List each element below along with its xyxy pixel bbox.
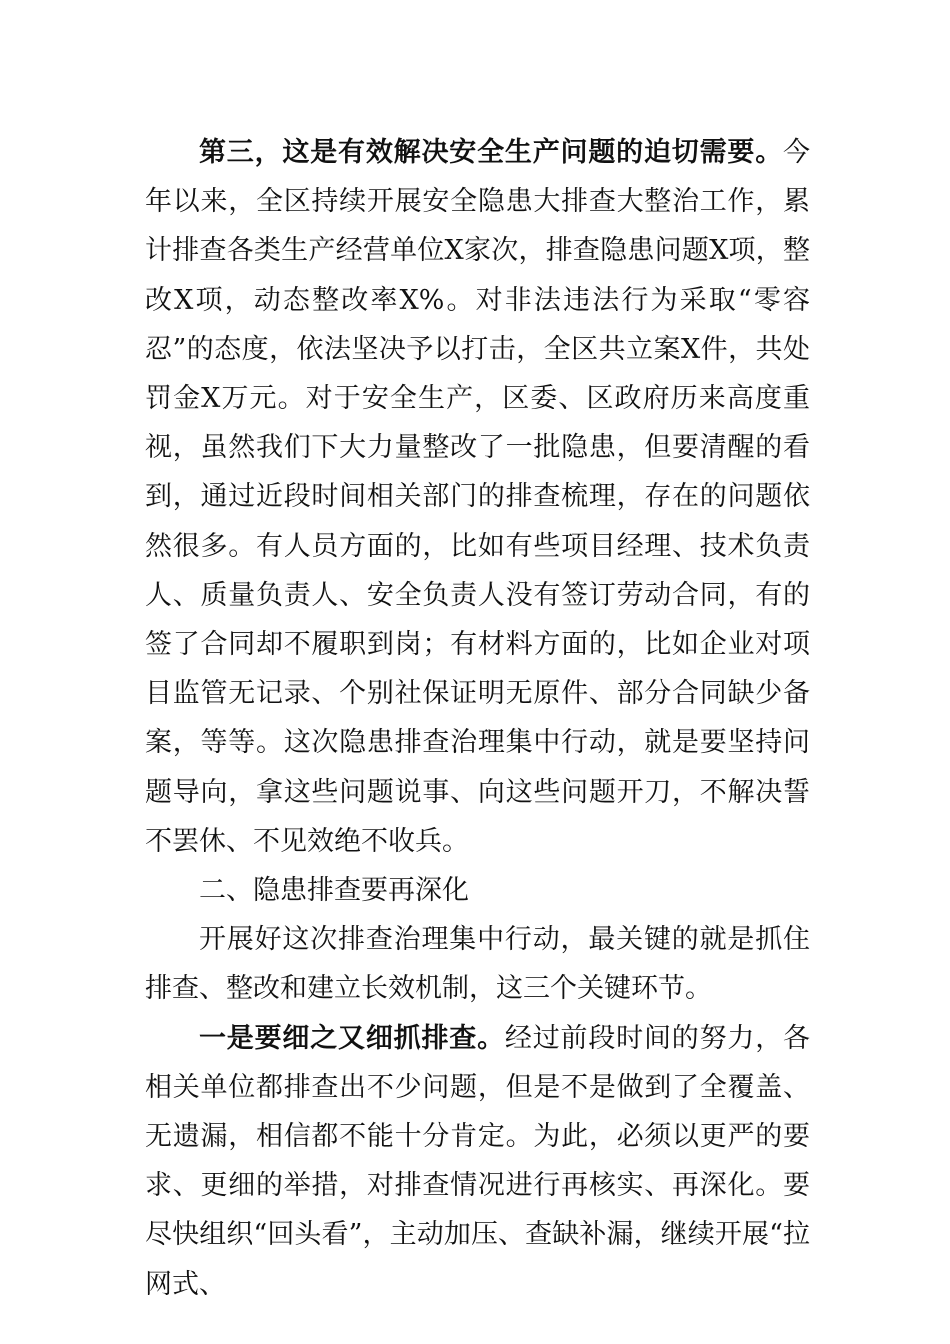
paragraph-point-one	[145, 1014, 810, 1309]
paragraph-intro	[145, 915, 810, 1013]
section-heading: 二、隐患排查要再深化	[199, 875, 469, 907]
paragraph-text: 经过前段时间的努力，各相关单位都排查出不少问题，但是不是做到了全覆盖、无遗漏，相信都不能十分肯定。为此，必须以更严的要求、更细的举措，对排查情况进行再核实、再深化。要尽快组织“回头看”，主动加压、查缺补漏，继续开展“拉网式、	[145, 1022, 811, 1300]
document-body	[145, 128, 810, 1309]
paragraph-lead: 第三，这是有效解决安全生产问题的迫切需要。	[199, 137, 783, 168]
paragraph-third-reason	[145, 128, 810, 866]
paragraph-lead: 一是要细之又细抓排查。	[199, 1022, 505, 1054]
paragraph-text: 开展好这次排查治理集中行动，最关键的就是抓住排查、整改和建立长效机制，这三个关键环节。	[145, 924, 810, 1005]
paragraph-text: 今年以来，全区持续开展安全隐患大排查大整治工作，累计排查各类生产经营单位X家次，排查隐患问题X项，整改X项，动态整改率X%。对非法违法行为采取“零容忍”的态度，依法坚决予以打击，全区共立案X件，共处罚金X万元。对于安全生产，区委、区政府历来高度重视，虽然我们下大力量整改了一批隐患，但要清醒的看到，通过近段时间相关部门的排查梳理，存在的问题依然很多。有人员方面的，比如有些项目经理、技术负责人、质量负责人、安全负责人没有签订劳动合同，有的签了合同却不履职到岗；有材料方面的，比如企业对项目监管无记录、个别社保证明无原件、部分合同缺少备案，等等。这次隐患排查治理集中行动，就是要坚持问题导向，拿这些问题说事、向这些问题开刀，不解决誓不罢休、不见效绝不收兵。	[145, 137, 810, 857]
